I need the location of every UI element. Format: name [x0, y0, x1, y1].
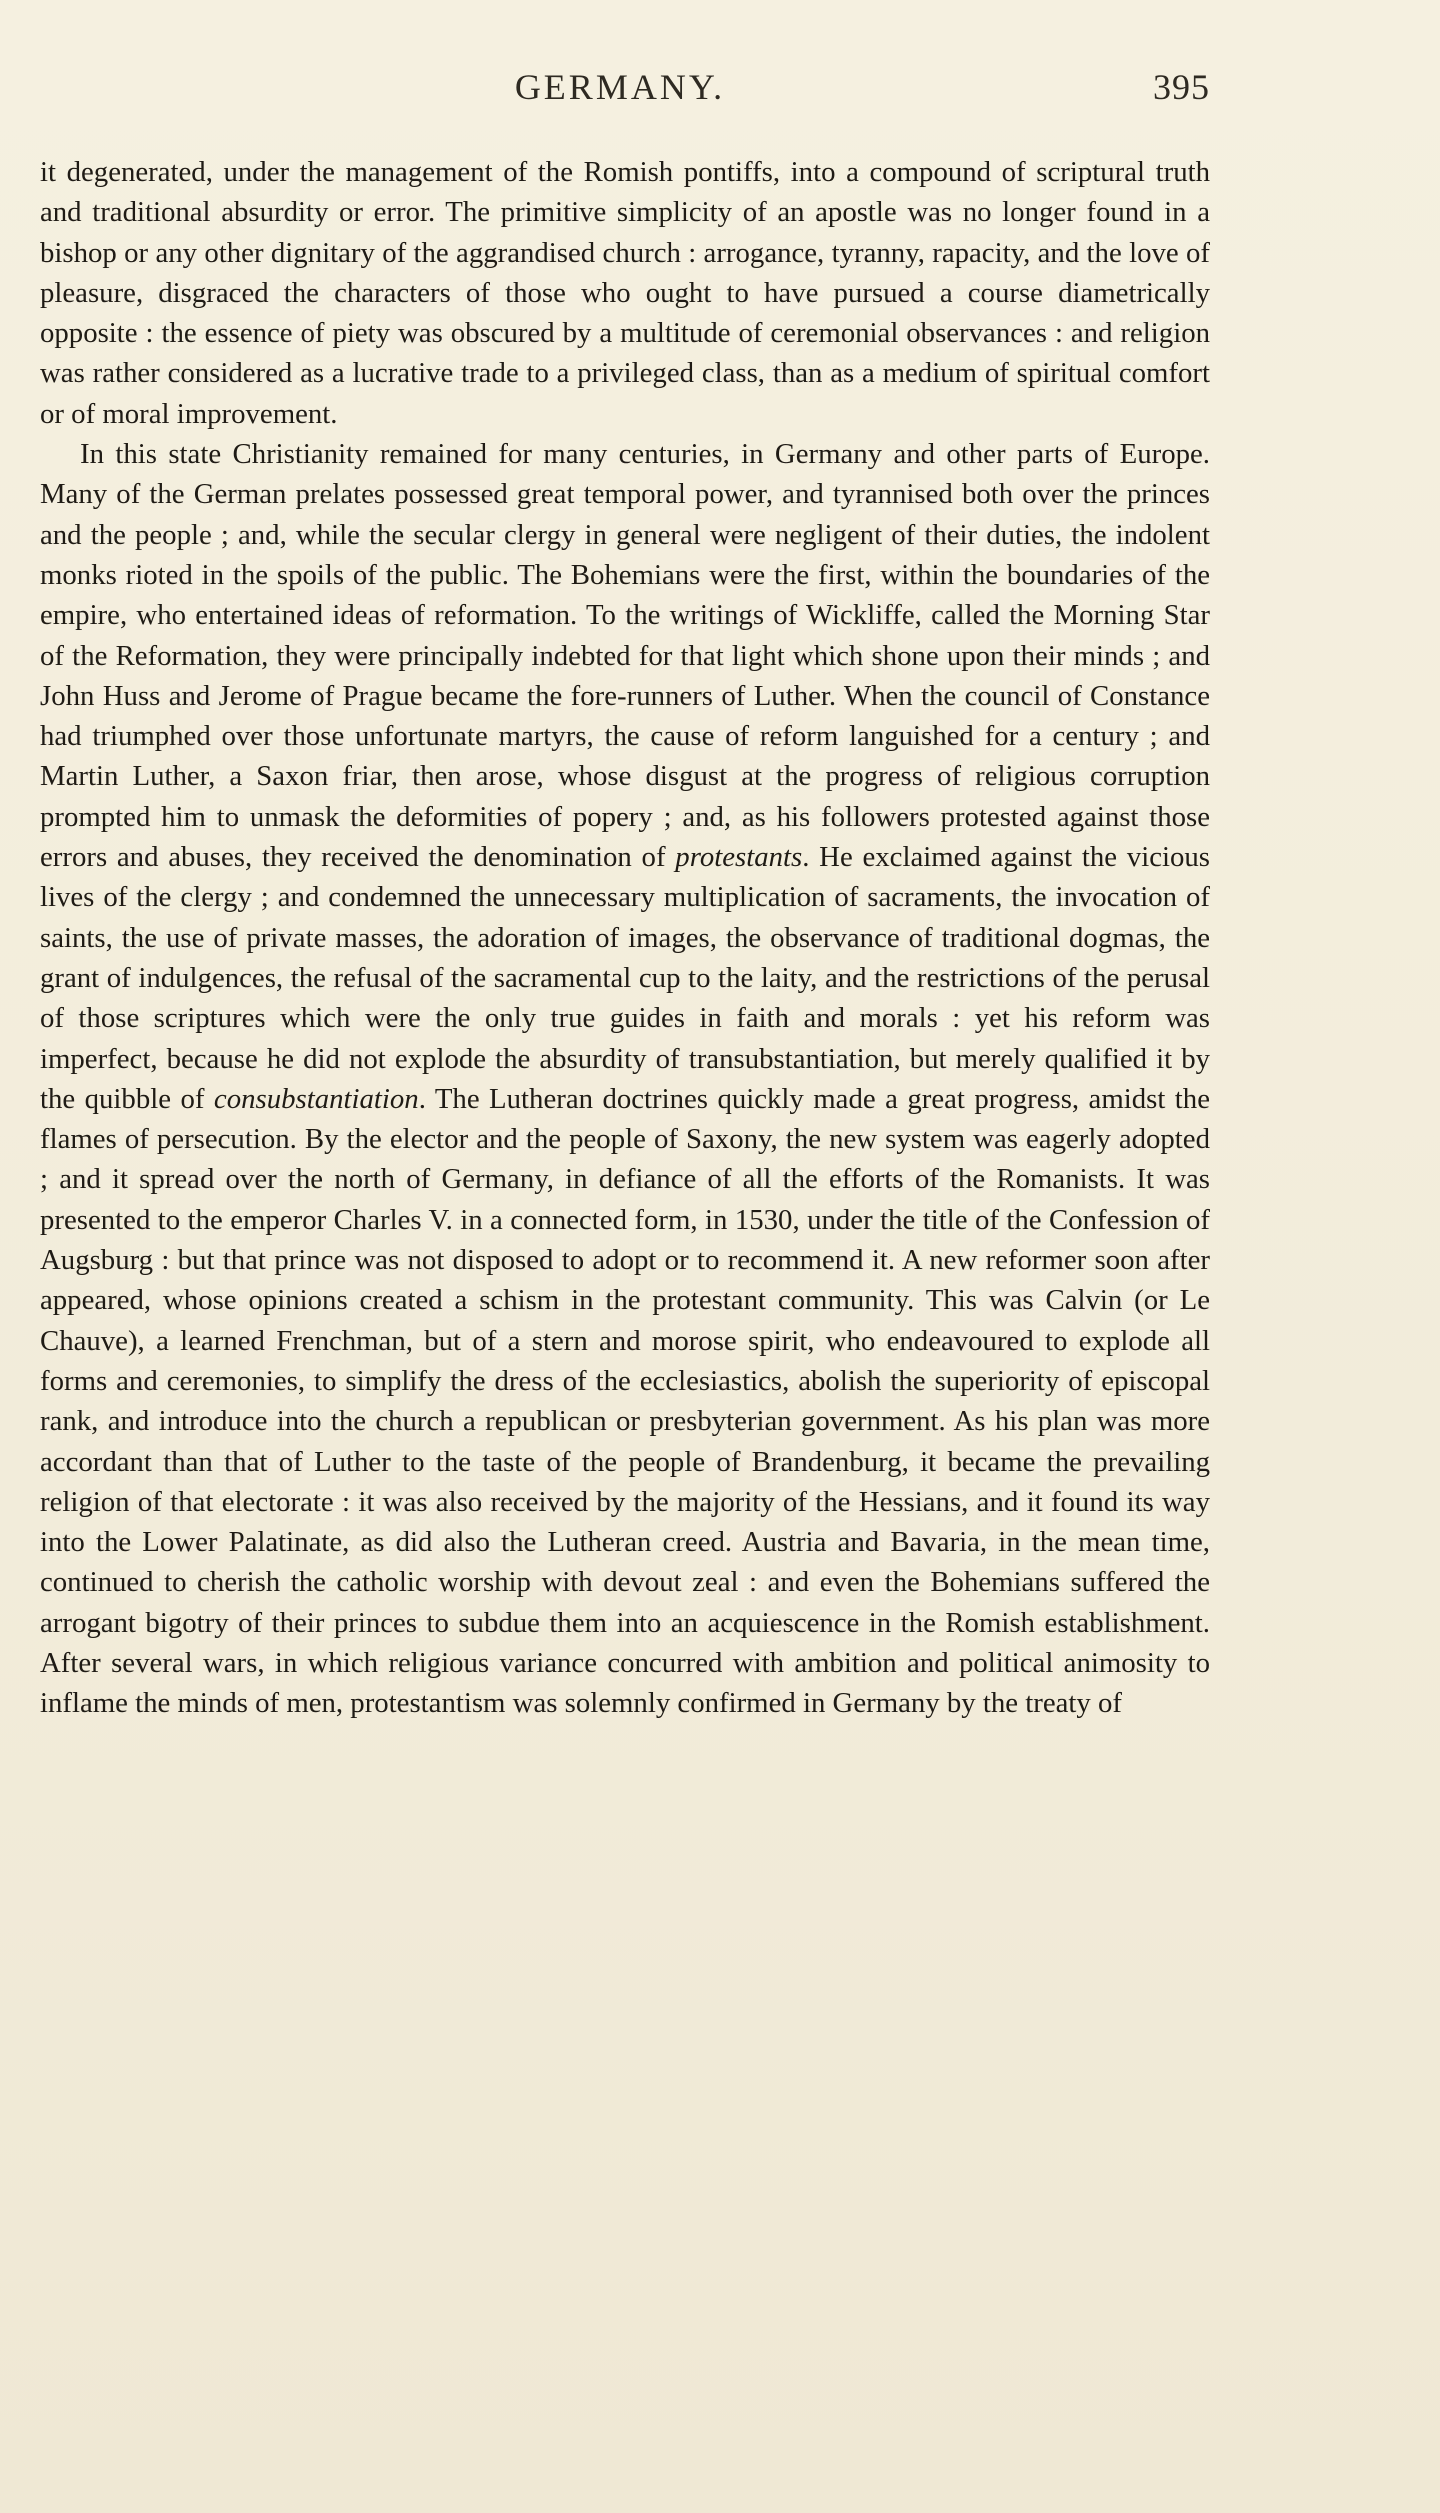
paragraph-1-text: it degenerated, under the management of the Romish pontiffs, into a compound of scriptural truth and traditional absurdity or error. The primitive simplicity of an apostle was no longer found in a bishop or any other dignitary of the aggrandised church : arrogance, tyranny, rapacity, and the love of pleasure, disgraced the characters of those who ought to have pursued a course diametrically opposite : the essence of piety was obscured by a multitude of ceremonial observances : and religion was rather considered as a lucrative trade to a privileged class, than as a medium of spiritual comfort or of moral improvement. — [40, 156, 1210, 430]
italic-consubstantiation: consubstantiation — [213, 1082, 419, 1115]
body-text — [40, 152, 1210, 1724]
paragraph-2-text-c: . The Lutheran doctrines quickly made a great progress, amidst the flames of persecution. By the elector and the people of Saxony, the new system was eagerly adopted ; and it spread over the north of Germany, in defiance of all the efforts of the Romanists. It was presented to the emperor Charles V. in a connected form, in 1530, under the title of the Confession of Augsburg : but that prince was not disposed to adopt or to recommend it. A new reformer soon after appeared, whose opinions created a schism in the protestant community. This was Calvin (or Le Chauve), a learned Frenchman, but of a stern and morose spirit, who endeavoured to explode all forms and ceremonies, to simplify the dress of the ecclesiastics, abolish the superiority of episcopal rank, and introduce into the church a republican or presbyterian government. As his plan was more accordant than that of Luther to the taste of the people of Brandenburg, it became the prevailing religion of that electorate : it was also received by the majority of the Hessians, and it found its way into the Lower Palatinate, as did also the Lutheran creed. Austria and Bavaria, in the mean time, continued to cherish the catholic worship with devout zeal : and even the Bohemians suffered the arrogant bigotry of their princes to subdue them into an acquiescence in the Romish establishment. After several wars, in which religious variance concurred with ambition and political animosity to inflame the minds of men, protestantism was solemnly confirmed in Germany by the treaty of — [40, 1082, 1210, 1720]
running-head: GERMANY. — [514, 67, 726, 107]
paragraph-2-text-a: In this state Christianity remained for many centuries, in Germany and other parts of Europe. Many of the German prelates possessed great temporal power, and tyrannised both over the princes and the people ; and, while the secular clergy in general were negligent of their duties, the indolent monks rioted in the spoils of the public. The Bohemians were the first, within the boundaries of the empire, who entertained ideas of reformation. To the writings of Wickliffe, called the Morning Star of the Reformation, they were principally indebted for that light which shone upon their minds ; and John Huss and Jerome of Prague became the fore-runners of Luther. When the council of Constance had triumphed over those unfortunate martyrs, the cause of reform languished for a century ; and Martin Luther, a Saxon friar, then arose, whose disgust at the progress of religious corruption prompted him to unmask the deformities of popery ; and, as his followers protested against those errors and abuses, they received the denomination of — [40, 438, 1210, 874]
paragraph-1 — [40, 152, 1210, 434]
page-header — [30, 66, 1210, 126]
paragraph-2 — [40, 434, 1210, 1724]
italic-protestants: protestants — [675, 841, 803, 874]
paragraph-2-text-b: . He exclaimed against the vicious lives of the clergy ; and condemned the unnecessary multiplication of sacraments, the invocation of saints, the use of private masses, the adoration of images, the observance of traditional dogmas, the grant of indulgences, the refusal of the sacramental cup to the laity, and the restrictions of the perusal of those scriptures which were the only true guides in faith and morals : yet his reform was imperfect, because he did not explode the absurdity of transubstantiation, but merely qualified it by the quibble of — [40, 841, 1210, 1115]
page-number: 395 — [1153, 67, 1210, 107]
